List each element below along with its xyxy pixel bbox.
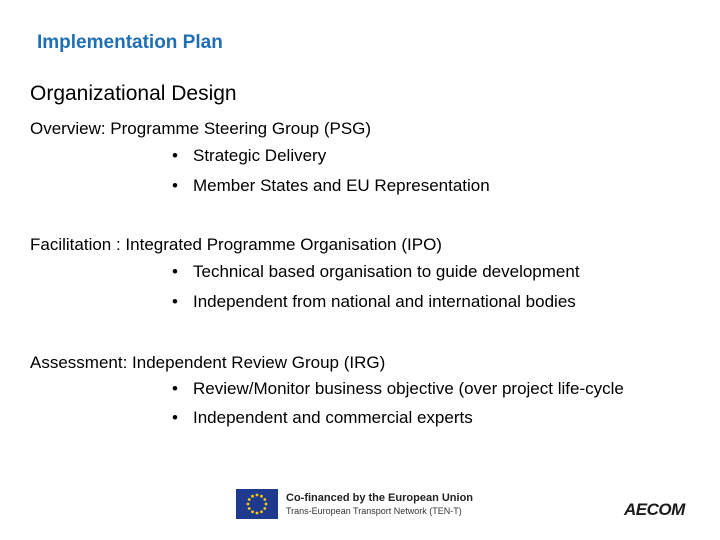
eu-flag-icon — [236, 489, 278, 519]
bullet-list — [30, 260, 690, 314]
section-heading: Overview: Programme Steering Group (PSG) — [30, 119, 372, 138]
bullet-icon: • — [172, 176, 178, 195]
section-ipo — [30, 234, 690, 320]
bullet-item — [160, 406, 660, 430]
bullet-text: Strategic Delivery — [193, 146, 327, 165]
bullet-icon: • — [172, 408, 178, 427]
eu-text-block — [286, 491, 473, 517]
bullet-list — [30, 144, 690, 198]
ten-t-text: Trans-European Transport Network (TEN-T) — [286, 506, 462, 516]
bullet-item — [160, 260, 690, 284]
aecom-logo: AECOM — [624, 500, 685, 519]
bullet-icon: • — [172, 292, 178, 311]
bullet-text: Independent and commercial experts — [193, 408, 473, 427]
section-psg — [30, 118, 690, 204]
section-heading: Assessment: Independent Review Group (IRG) — [30, 353, 386, 372]
bullet-text: Technical based organisation to guide development — [193, 262, 580, 281]
slide-title: Implementation Plan — [37, 32, 223, 53]
bullet-text: Member States and EU Representation — [193, 176, 490, 195]
bullet-item — [160, 174, 690, 198]
section-heading: Facilitation : Integrated Programme Organisation (IPO) — [30, 235, 442, 254]
bullet-icon: • — [172, 146, 178, 165]
bullet-text: Review/Monitor business objective (over project life-cycle — [193, 379, 624, 398]
slide-subtitle: Organizational Design — [30, 82, 237, 105]
bullet-text: Independent from national and international bodies — [193, 292, 576, 311]
bullet-list — [30, 378, 660, 430]
section-irg — [30, 352, 690, 436]
eu-cofinance-banner — [236, 489, 473, 519]
bullet-item — [160, 290, 690, 314]
bullet-icon: • — [172, 262, 178, 281]
bullet-item — [160, 378, 660, 400]
bullet-icon: • — [172, 379, 178, 398]
bullet-item — [160, 144, 690, 168]
eu-cofinance-text: Co-financed by the European Union — [286, 492, 474, 504]
